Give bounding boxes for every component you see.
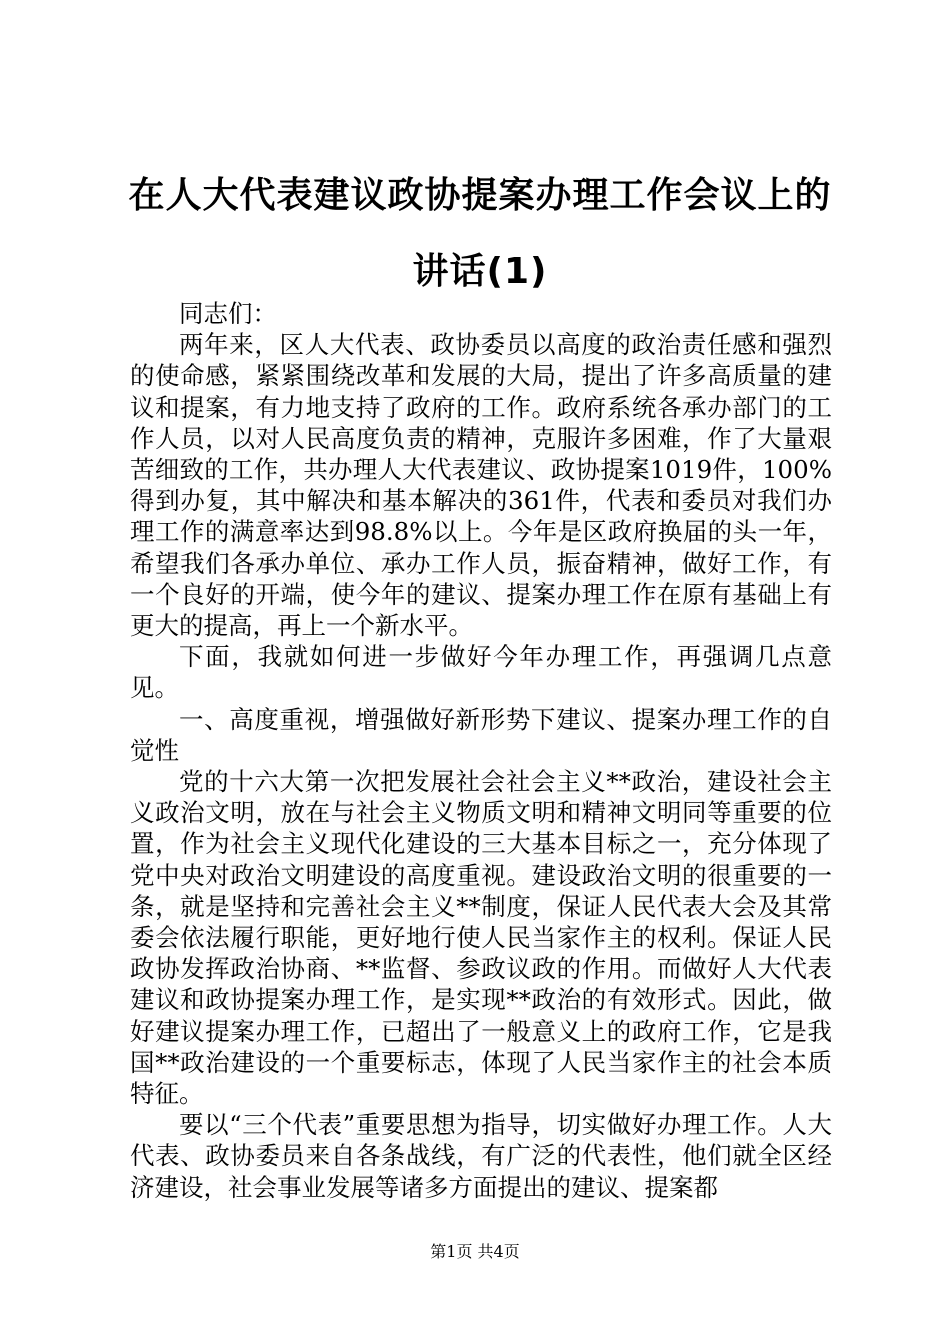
paragraph-intro: 下面，我就如何进一步做好今年办理工作，再强调几点意见。 bbox=[130, 642, 832, 703]
paragraph-political-civilization: 党的十六大第一次把发展社会社会主义**政治，建设社会主义政治文明，放在与社会主义物质文明和精神文明同等重要的位置，作为社会主义现代化建设的三大基本目标之一，充分体现了党中央对政治文明建设的高度重视。建设政治文明的很重要的一条，就是坚持和完善社会主义**制度，保证人民代表大会及其常委会依法履行职能，更好地行使人民当家作主的权利。保证人民政协发挥政治协商、**监督、参政议政的作用。而做好人大代表建议和政协提案办理工作，是实现**政治的有效形式。因此，做好建议提案办理工作，已超出了一般意义上的政府工作，它是我国**政治建设的一个重要标志，体现了人民当家作主的社会本质特征。 bbox=[130, 767, 832, 1109]
paragraph-three-represents: 要以“三个代表”重要思想为指导，切实做好办理工作。人大代表、政协委员来自各条战线，有广泛的代表性，他们就全区经济建设，社会事业发展等诸多方面提出的建议、提案都 bbox=[130, 1110, 832, 1202]
section-heading-1: 一、高度重视，增强做好新形势下建议、提案办理工作的自觉性 bbox=[130, 704, 832, 765]
paragraph-salutation: 同志们： bbox=[179, 299, 277, 328]
document-title: 在人大代表建议政协提案办理工作会议上的讲话(1) bbox=[128, 175, 832, 292]
paragraph-achievements: 两年来，区人大代表、政协委员以高度的政治责任感和强烈的使命感，紧紧围绕改革和发展的大局，提出了许多高质量的建议和提案，有力地支持了政府的工作。政府系统各承办部门的工作人员，以对人民高度负责的精神，克服许多困难，作了大量艰苦细致的工作，共办理人大代表建议、政协提案1019件，100%得到办复，其中解决和基本解决的361件，代表和委员对我们办理工作的满意率达到98.8%以上。今年是区政府换届的头一年，希望我们各承办单位、承办工作人员，振奋精神，做好工作，有一个良好的开端，使今年的建议、提案办理工作在原有基础上有更大的提高，再上一个新水平。 bbox=[130, 330, 832, 641]
page-footer: 第1页 共4页 bbox=[430, 1242, 520, 1261]
document-body bbox=[130, 298, 832, 1203]
